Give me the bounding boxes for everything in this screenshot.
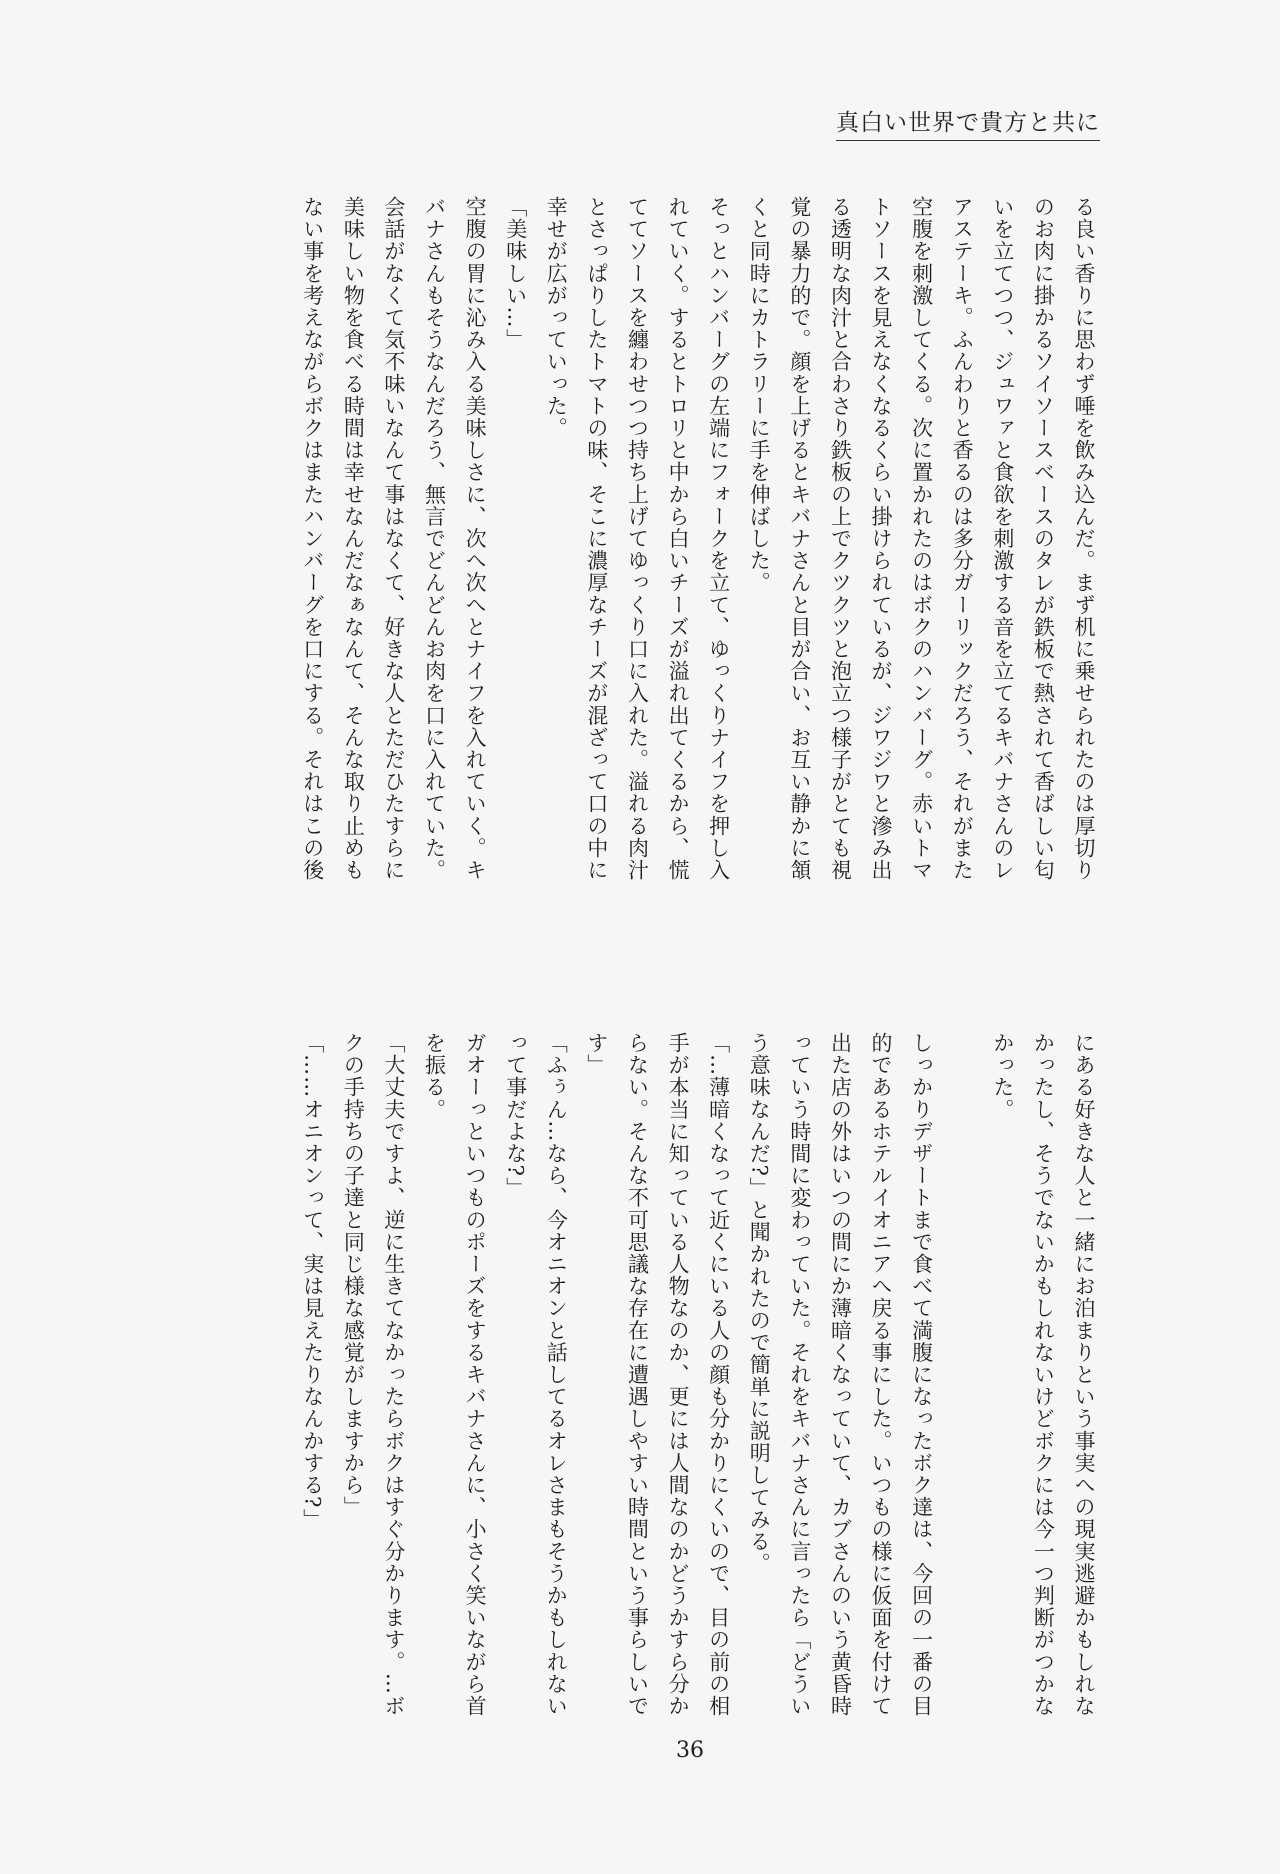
lower-text-block	[292, 1032, 1104, 1744]
text-line: 会話がなくて気不味いなんて事はなくて、好きな人とただひたすらに	[381, 196, 406, 882]
text-line: いを立てつつ、ジュワァと食欲を刺激する音を立てるキバナさんのレ	[990, 196, 1015, 882]
text-line: 的であるホテルイオニアへ戻る事にした。いつもの様に仮面を付けて	[869, 1032, 894, 1718]
text-line: しっかりデザートまで食べて満腹になったボク達は、今回の一番の目	[909, 1032, 934, 1718]
text-line: ない事を考えながらボクはまたハンバーグを口にする。それはこの後	[300, 196, 325, 882]
text-line: バナさんもそうなんだろう、無言でどんどんお肉を口に入れていた。	[422, 196, 447, 882]
text-line: クの手持ちの子達と同じ様な感覚がしますから」	[341, 1032, 366, 1519]
text-line: 「……オニオンって、実は見えたりなんかする?」	[300, 1032, 325, 1531]
text-line: かったし、そうでないかもしれないけどボクには今一つ判断がつかな	[1031, 1032, 1056, 1718]
text-line: っていう時間に変わっていた。それをキバナさんに言ったら「どうい	[787, 1032, 812, 1718]
text-line: す」	[584, 1032, 609, 1077]
text-line: とさっぱりしたトマトの味、そこに濃厚なチーズが混ざって口の中に	[584, 196, 609, 882]
text-line: ガオーっといつものポーズをするキバナさんに、小さく笑いながら首	[463, 1032, 488, 1718]
text-line: トソースを見えなくなるくらい掛けられているが、ジワジワと滲み出	[869, 196, 894, 882]
text-line: 出た店の外はいつの間にか薄暗くなっていて、カブさんのいう黄昏時	[828, 1032, 853, 1718]
text-line	[942, 1032, 983, 1744]
upper-text-block	[292, 196, 1104, 908]
page-number: 36	[676, 1738, 704, 1763]
text-line: 「…薄暗くなって近くにいる人の顔も分かりにくいので、目の前の相	[706, 1032, 731, 1718]
text-line: 「ふぅん…なら、今オニオンと話してるオレさまもそうかもしれない	[544, 1032, 569, 1718]
text-line: らない。そんな不可思議な存在に遭遇しやすい時間という事らしいで	[625, 1032, 650, 1718]
text-line: 幸せが広がっていった。	[544, 196, 569, 440]
text-line: くと同時にカトラリーに手を伸ばした。	[747, 196, 772, 594]
text-line: 空腹を刺激してくる。次に置かれたのはボクのハンバーグ。赤いトマ	[909, 196, 934, 882]
text-line: 美味しい物を食べる時間は幸せなんだなぁなんて、そんな取り止めも	[341, 196, 366, 882]
text-line: 手が本当に知っている人物なのか、更には人間なのかどうかすら分か	[666, 1032, 691, 1718]
text-line: のお肉に掛かるソイソースベースのタレが鉄板で熱されて香ばしい匂	[1031, 196, 1056, 882]
text-line: って事だよな?」	[503, 1032, 528, 1200]
text-line: かった。	[990, 1032, 1015, 1121]
text-line: ててソースを纏わせつつ持ち上げてゆっくり口に入れた。溢れる肉汁	[625, 196, 650, 882]
text-line: れていく。するとトロリと中から白いチーズが溢れ出てくるから、慌	[666, 196, 691, 882]
text-line: る良い香りに思わず唾を飲み込んだ。まず机に乗せられたのは厚切り	[1072, 196, 1096, 882]
text-line: を振る。	[422, 1032, 447, 1121]
text-line: 「大丈夫ですよ、逆に生きてなかったらボクはすぐ分かります。…ボ	[381, 1032, 406, 1718]
text-line: アステーキ。ふんわりと香るのは多分ガーリックだろう、それがまた	[950, 196, 975, 882]
text-line: にある好きな人と一緒にお泊まりという事実への現実逃避かもしれな	[1072, 1032, 1096, 1718]
running-header-title: 真白い世界で貴方と共に	[836, 104, 1100, 141]
text-line: う意味なんだ?」と聞かれたので簡単に説明してみる。	[747, 1032, 772, 1575]
text-line: 「美味しい…」	[503, 196, 528, 351]
text-line: る透明な肉汁と合わさり鉄板の上でクツクツと泡立つ様子がとても視	[828, 196, 853, 882]
text-line: 空腹の胃に沁み入る美味しさに、次へ次へとナイフを入れていく。キ	[463, 196, 488, 882]
text-line: 覚の暴力的で。顔を上げるとキバナさんと目が合い、お互い静かに頷	[787, 196, 812, 882]
text-line: そっとハンバーグの左端にフォークを立て、ゆっくりナイフを押し入	[706, 196, 731, 882]
